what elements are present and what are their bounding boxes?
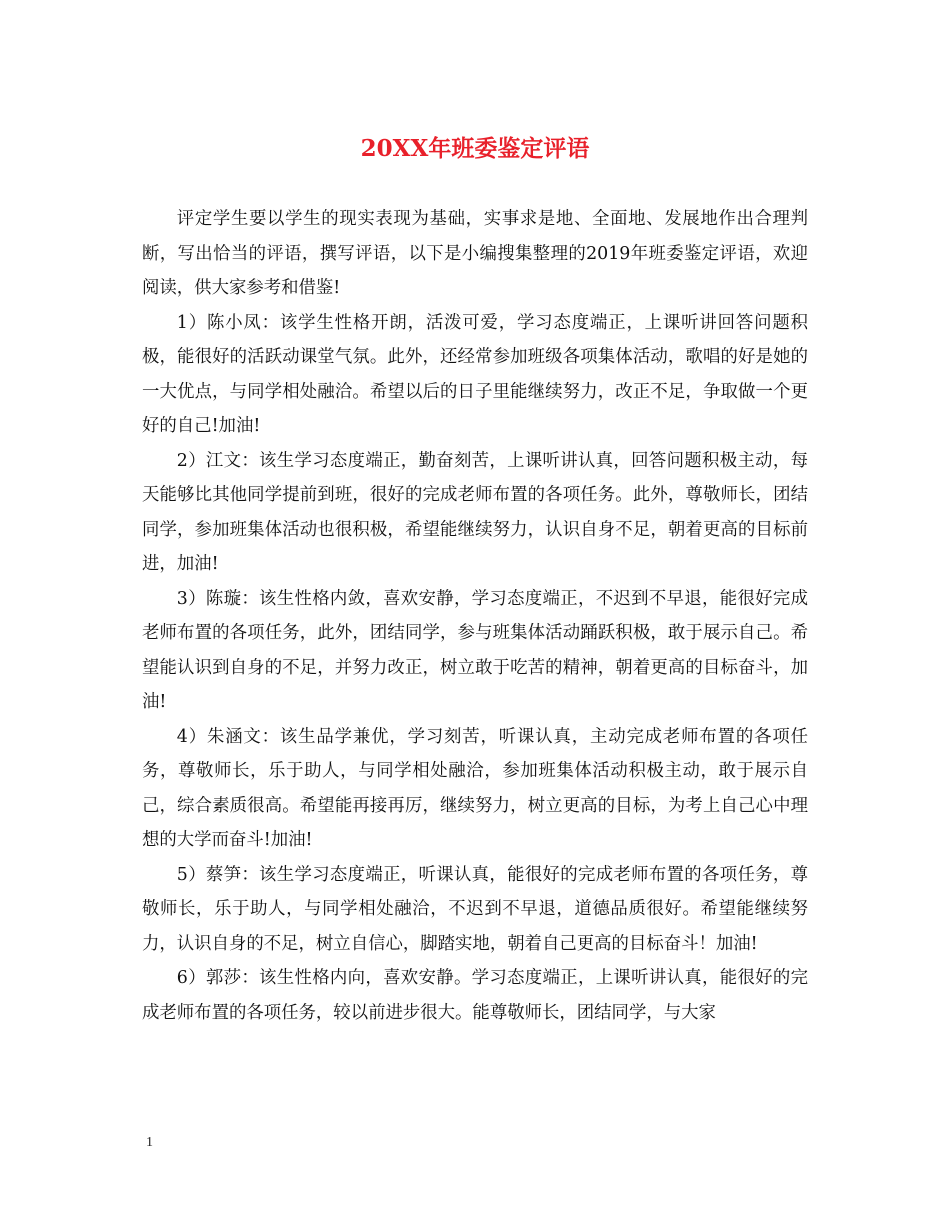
- evaluation-paragraph-2: 2）江文：该生学习态度端正，勤奋刻苦，上课听讲认真，回答问题积极主动，每天能够比其他同学提前到班，很好的完成老师布置的各项任务。此外，尊敬师长，团结同学，参加班集体活动也很积极，希望能继续努力，认识自身不足，朝着更高的目标前进，加油!: [142, 450, 808, 574]
- evaluation-paragraph-3: 3）陈璇：该生性格内敛，喜欢安静，学习态度端正，不迟到不早退，能很好完成老师布置的各项任务，此外，团结同学，参与班集体活动踊跃积极，敢于展示自己。希望能认识到自身的不足，并努力改正，树立敢于吃苦的精神，朝着更高的目标奋斗，加油!: [142, 588, 808, 712]
- intro-paragraph: 评定学生要以学生的现实表现为基础，实事求是地、全面地、发展地作出合理判断，写出恰当的评语，撰写评语，以下是小编搜集整理的2019年班委鉴定评语，欢迎阅读，供大家参考和借鉴!: [142, 209, 808, 298]
- document-title: 20XX年班委鉴定评语: [360, 135, 590, 162]
- evaluation-paragraph-4: 4）朱涵文：该生品学兼优，学习刻苦，听课认真，主动完成老师布置的各项任务，尊敬师长，乐于助人，与同学相处融洽，参加班集体活动积极主动，敢于展示自己，综合素质很高。希望能再接再厉，继续努力，树立更高的目标，为考上自己心中理想的大学而奋斗!加油!: [142, 726, 808, 850]
- document-body: [142, 202, 808, 1030]
- evaluation-paragraph-6: 6）郭莎：该生性格内向，喜欢安静。学习态度端正，上课听讲认真，能很好的完成老师布置的各项任务，较以前进步很大。能尊敬师长，团结同学，与大家: [142, 968, 808, 1023]
- evaluation-paragraph-1: 1）陈小凤：该学生性格开朗，活泼可爱，学习态度端正，上课听讲回答问题积极，能很好的活跃动课堂气氛。此外，还经常参加班级各项集体活动，歌唱的好是她的一大优点，与同学相处融洽。希望以后的日子里能继续努力，改正不足，争取做一个更好的自己!加油!: [142, 312, 808, 436]
- evaluation-paragraph-5: 5）蔡笋：该生学习态度端正，听课认真，能很好的完成老师布置的各项任务，尊敬师长，乐于助人，与同学相处融洽，不迟到不早退，道德品质很好。希望能继续努力，认识自身的不足，树立自信心，脚踏实地，朝着自己更高的目标奋斗！加油!: [142, 864, 808, 954]
- page-number: 1: [146, 1135, 153, 1150]
